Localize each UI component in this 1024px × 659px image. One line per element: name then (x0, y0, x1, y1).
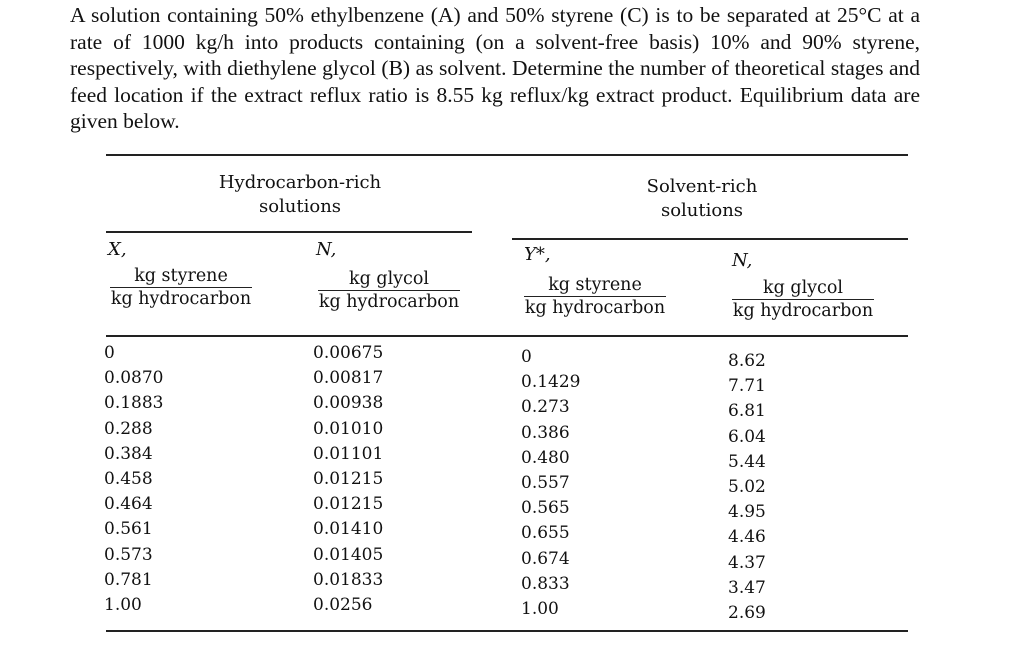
table-cell: 7.71 (728, 376, 766, 397)
group-left-rule (106, 231, 472, 233)
column-symbol-n-right: N, (732, 250, 753, 271)
table-cell: 0.561 (104, 519, 153, 540)
table-cell: 2.69 (728, 603, 766, 624)
unit-numerator: kg styrene (548, 275, 642, 295)
table-cell: 0.464 (104, 494, 153, 515)
table-cell: 0.01405 (313, 544, 384, 565)
unit-denominator: kg hydrocarbon (732, 301, 874, 321)
table-top-rule (106, 154, 908, 156)
group-header-line: Hydrocarbon-rich (218, 172, 382, 193)
table-cell: 0.0256 (313, 595, 373, 616)
table-cell: 0.1429 (521, 372, 581, 393)
table-cell: 0.781 (104, 569, 153, 590)
table-cell: 0.00817 (313, 368, 384, 389)
column-unit-y (524, 274, 666, 319)
table-cell: 3.47 (728, 577, 766, 598)
table-cell: 0.557 (521, 473, 570, 494)
table-cell: 0.1883 (104, 393, 164, 414)
group-header-line: solutions (660, 200, 744, 221)
unit-denominator: kg hydrocarbon (524, 298, 666, 318)
table-cell: 0.273 (521, 397, 570, 418)
problem-statement: A solution containing 50% ethylbenzene (A) and 50% styrene (C) is to be separated at 25°C at a rate of 1000 kg/h into products containing (on a solvent-free basis) 10% and 90% styrene, respectively, with diethylene glycol (B) as solvent. Determine the number of theoretical stages and feed location if the extract reflux ratio is 8.55 kg reflux/kg extract product. Equilibrium data are given below. (70, 3, 920, 134)
table-cell: 0.01410 (313, 519, 384, 540)
table-cell: 8.62 (728, 351, 766, 371)
unit-denominator: kg hydrocarbon (318, 292, 460, 312)
table-cell: 0.01215 (313, 494, 384, 515)
column-symbol-y-star: Y*, (524, 244, 551, 265)
column-unit-n-left (318, 268, 460, 313)
table-cell: 0.384 (104, 443, 153, 464)
table-cell: 6.81 (728, 401, 766, 422)
table-cell: 0.674 (521, 548, 570, 569)
group-header-line: Solvent-rich (646, 176, 758, 197)
table-cell: 1.00 (104, 595, 142, 616)
table-cell: 0 (104, 343, 115, 363)
table-cell: 0.0870 (104, 368, 164, 389)
table-cell: 1.00 (521, 599, 559, 620)
table-cell: 6.04 (728, 426, 766, 447)
table-cell: 0.01833 (313, 569, 384, 590)
table-cell: 4.95 (728, 502, 766, 523)
table-cell: 0.01215 (313, 469, 384, 490)
table-cell: 4.37 (728, 552, 766, 573)
column-unit-x (110, 265, 252, 310)
column-unit-n-right (732, 277, 874, 322)
table-cell: 0.00938 (313, 393, 384, 414)
table-cell: 0.01101 (313, 443, 384, 464)
table-cell: 0.386 (521, 422, 570, 443)
table-cell: 0.01010 (313, 418, 384, 439)
table-cell: 0.833 (521, 573, 570, 594)
table-cell: 0.288 (104, 418, 153, 439)
group-header-hydrocarbon-rich (200, 171, 400, 219)
unit-numerator: kg glycol (349, 269, 429, 289)
table-cell: 0.565 (521, 498, 570, 519)
column-symbol-n-left: N, (316, 239, 337, 260)
column-n-right-values (728, 349, 766, 626)
table-cell: 0.00675 (313, 343, 384, 363)
unit-denominator: kg hydrocarbon (110, 289, 252, 309)
table-cell: 0.655 (521, 523, 570, 544)
unit-numerator: kg glycol (763, 278, 843, 298)
table-cell: 5.44 (728, 451, 766, 472)
group-right-rule (512, 238, 908, 240)
header-bottom-rule (106, 335, 908, 337)
column-n-left-values (313, 341, 383, 618)
column-symbol-x: X, (108, 239, 127, 260)
group-header-solvent-rich (602, 175, 802, 223)
table-cell: 4.46 (728, 527, 766, 548)
table-cell: 0.573 (104, 544, 153, 565)
table-cell: 0.480 (521, 447, 570, 468)
table-bottom-rule (106, 630, 908, 632)
table-cell: 0.458 (104, 469, 153, 490)
column-y-values (521, 345, 580, 622)
group-header-line: solutions (258, 196, 342, 217)
table-cell: 5.02 (728, 477, 766, 498)
column-x-values (104, 341, 163, 618)
table-cell: 0 (521, 347, 532, 367)
unit-numerator: kg styrene (134, 266, 228, 286)
